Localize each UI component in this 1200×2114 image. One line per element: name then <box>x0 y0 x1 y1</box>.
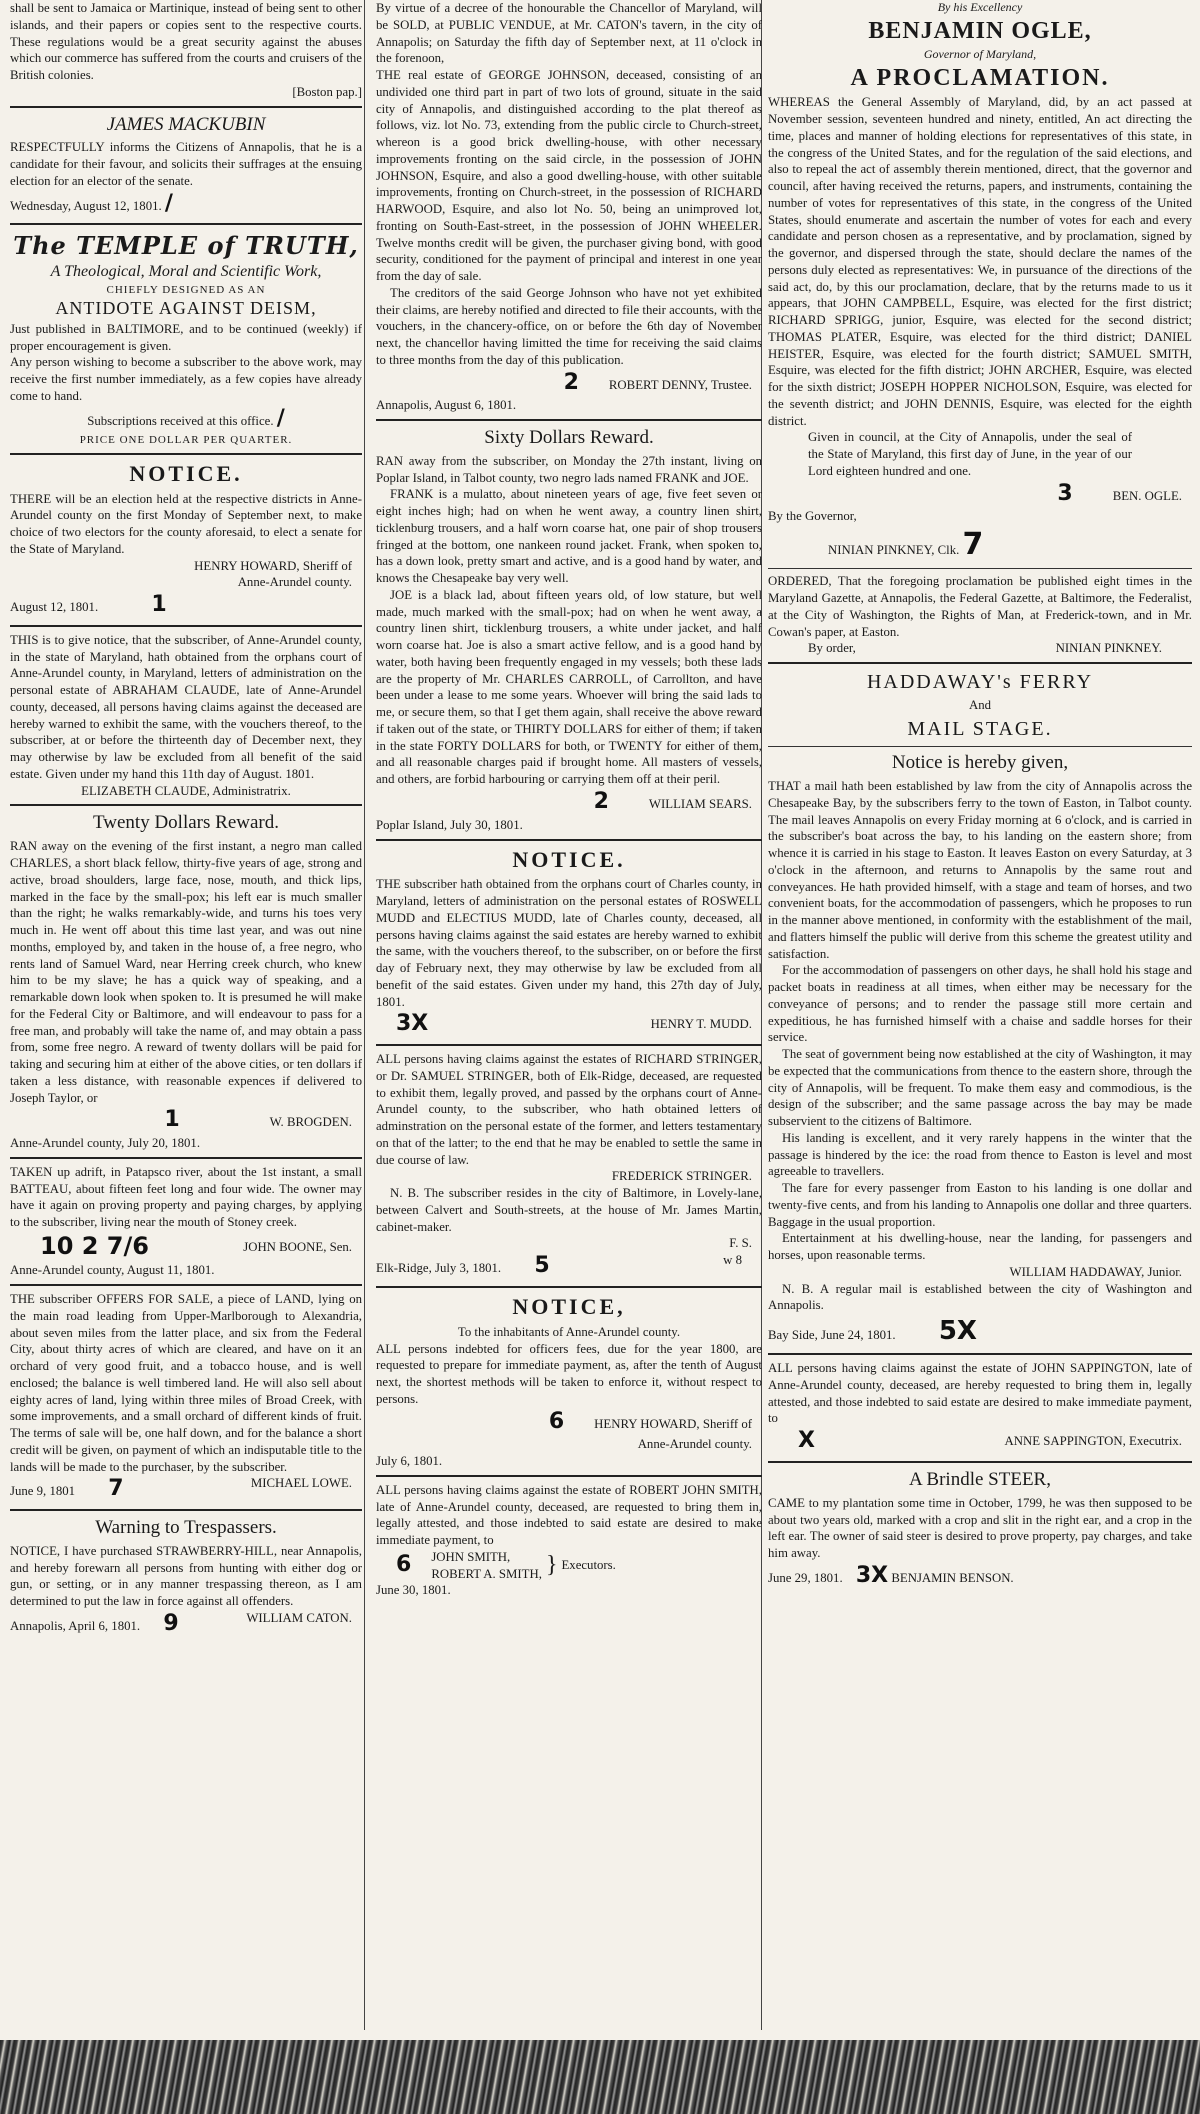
ad-signature: 10 2 7/6 JOHN BOONE, Sen. <box>10 1231 362 1262</box>
handwritten-mark: 7 <box>108 1476 124 1502</box>
ad-addressee: To the inhabitants of Anne-Arundel county. <box>457 1324 681 1339</box>
ordered-body: ORDERED, That the foregoing proclamation be published eight times in the Maryland Gazette, at Annapolis, the Federal Gazette, at Baltimore, the Federalist, at the City of Washington, the Rights of Man, at Frederick-town, and in Mr. Cowan's paper, at Easton. <box>768 574 1192 639</box>
ad-chiefly: CHIEFLY DESIGNED AS AN <box>106 283 266 296</box>
proclamation-by: By his Excellency <box>937 0 1023 14</box>
ad-sixty-dollars <box>376 426 762 833</box>
ad-body: ALL persons having claims against the estate of ROBERT JOHN SMITH, late of Anne-Arundel county, deceased, are requested to bring them in, legally attested, and those indebted to said estate are desired to make immediate payment, to <box>376 1482 762 1548</box>
ad-trespassers <box>10 1516 362 1639</box>
ad-land-sale <box>10 1291 362 1504</box>
ad-temple-of-truth <box>10 230 362 447</box>
ad-body: THE subscriber hath obtained from the orphans court of Charles county, in Maryland, letters of administration on the personal estates of ROSWELL MUDD and ELECTIUS MUDD, late of Charles county, deceased, all persons having claims against the said estates are hereby warned to exhibit the same, with the vouchers thereof, to the subscriber, on or before the first day of February next, they may otherwise by law be excluded from all benefit of the said estates. Given under my hand, this 27th day of July, 1801. <box>376 877 762 1009</box>
ad-mudd-estate <box>376 846 762 1040</box>
ad-subscriptions: Subscriptions received at this office. / <box>10 405 362 434</box>
ad-date: July 6, 1801. <box>376 1454 443 1469</box>
proclamation-clerk: NINIAN PINKNEY, Clk. 7 <box>768 525 1192 564</box>
ad-date: June 30, 1801. <box>376 1583 451 1598</box>
ad-date: Wednesday, August 12, 1801. / <box>10 190 362 219</box>
proclamation-office: Governor of Maryland, <box>923 47 1037 62</box>
handwritten-mark: 5X <box>938 1316 977 1347</box>
ad-intro: By virtue of a decree of the honourable the Chancellor of Maryland, will be SOLD, at PUBLIC VENDUE, at Mr. CATON's tavern, in the city of Annapolis; on Saturday the fifth day of September next, at 11 o'clock in the forenoon, <box>376 1 762 66</box>
ordered-signature: By order, NINIAN PINKNEY. <box>808 641 1162 656</box>
handwritten-mark: X <box>798 1428 815 1454</box>
ad-stringer-estate <box>376 1051 762 1281</box>
ad-body: His landing is excellent, and it very rarely happens in the winter that the passage is hindered by the ice: the road from thence to Easton is level and most agreeable to travellers. <box>768 1130 1192 1179</box>
ad-note: N. B. The subscriber resides in the city of Baltimore, in Lovely-lane, between Calvert and South-streets, at the house of Mr. James Martin, cabinet-maker. <box>376 1186 762 1234</box>
boston-paper-excerpt <box>10 0 362 101</box>
ad-haddaway-ferry <box>768 669 1192 1348</box>
ad-signature: Anne-Arundel county. <box>237 575 352 590</box>
ad-brindle-steer <box>768 1468 1192 1591</box>
ad-date: Poplar Island, July 30, 1801. <box>376 817 523 832</box>
ad-signature: ELIZABETH CLAUDE, Administratrix. <box>81 783 291 798</box>
ad-signature: 6 HENRY HOWARD, Sheriff of <box>376 1408 762 1437</box>
proclamation-by-governor: By the Governor, <box>768 509 857 524</box>
ad-body: RESPECTFULLY informs the Citizens of Annapolis, that he is a candidate for their favour, and solicits their suffrages at the ensuing election for an elector of the senate. <box>10 140 362 188</box>
ad-body: RAN away on the evening of the first instant, a negro man called CHARLES, a short black fellow, thirty-five years of age, strong and active, broad shoulders, large face, nose, mouth, and thick lips, marked in the face by the small-pox; his left ear is much smaller than the right; he walks remarkably-wide, and turns his toes very much in. He went off about this time last year, and was out nine months, employed by, and taken in the house of, a free negro, who rents land of Samuel Ward, near Herring creek church, who knew him to be my slave; he has a quick way of speaking, and a remarkable down look when spoken to. It is presumed he will make for the Federal City or Baltimore, and will endeavour to pass for a free man, and probably will take the name of, and may obtain a pass from, some free negro. A reward of twenty dollars will be paid for taking and securing him at either of the above cities, or ten dollars if taken a less distance, with reasonable expences if delivered to Joseph Taylor, or <box>10 839 362 1105</box>
handwritten-mark: / <box>164 190 173 216</box>
handwritten-mark: 10 2 7/6 <box>40 1231 149 1260</box>
handwritten-mark: 6 <box>548 1408 565 1434</box>
ad-heading: NOTICE, <box>512 1293 626 1319</box>
ad-body: THE subscriber OFFERS FOR SALE, a piece of LAND, lying on the main road leading from Upper-Marlborough to Alexandria, about seven miles from the latter place, and six from the Federal City, about thirty acres of which are cleared, and have on it an orchard of very good fruit, and a tobacco house, and is well enclosed; the balance is well timbered land. He will also sell about eighty acres of land, lying within three miles of Broad Creek, with some improvements, and a small orchard of different kinds of fruit. The terms of sale will be, one half down, and for the balance a short credit will be given, on payment of which an indisputable title to the lands will be made to the purchaser, by the subscriber. <box>10 1292 362 1474</box>
ad-note: N. B. A regular mail is established between the city of Washington and Annapolis. <box>768 1281 1192 1313</box>
column-left <box>6 0 366 1639</box>
ad-batteau <box>10 1164 362 1279</box>
ad-officers-fees <box>376 1293 762 1470</box>
ad-heading: MAIL STAGE. <box>907 718 1053 741</box>
ad-body: NOTICE, I have purchased STRAWBERRY-HILL, near Annapolis, and hereby forewarn all persons from hunting with either dog or gun, or setting, or in any manner trespassing thereon, as I am determined to put the law in force against all offenders. <box>10 1543 362 1609</box>
ad-signature: 2 ROBERT DENNY, Trustee. <box>376 369 762 398</box>
ad-body: THERE will be an election held at the respective districts in Anne-Arundel county on the first Monday of September next, to make choice of two electors for the county aforesaid, to elect a senate for the State of Maryland. <box>10 491 362 556</box>
ad-date: Anne-Arundel county, August 11, 1801. <box>10 1263 215 1278</box>
ad-proclamation <box>768 0 1192 564</box>
ad-date: Bay Side, June 24, 1801. 5X <box>768 1314 1192 1348</box>
ad-date: Annapolis, August 6, 1801. <box>376 398 517 413</box>
handwritten-mark: 2 <box>593 788 609 814</box>
ad-heading: Twenty Dollars Reward. <box>93 812 279 834</box>
ad-body: CAME to my plantation some time in October, 1799, he was then supposed to be about two years old, marked with a crop and slit in the right ear, and a crop in the left ear. The owner of said steer is desired to prove property, pay charges, and take him away. <box>768 1495 1192 1561</box>
proclamation-governor: BENJAMIN OGLE, <box>868 17 1092 44</box>
ad-subtitle: A Theological, Moral and Scientific Work, <box>50 262 322 280</box>
ad-ordered <box>768 573 1192 657</box>
ad-body: The creditors of the said George Johnson who have not yet exhibited their claims, are hereby notified and directed to file their accounts, with the vouchers, in the chancery-office, on or before the 6th day of November next, the chancellor having limitted the time for receiving the said claims to three months from the day of this publication. <box>376 285 762 367</box>
ad-signature: Anne-Arundel county. <box>637 1437 752 1452</box>
handwritten-mark: 1 <box>151 592 167 618</box>
ad-body: THIS is to give notice, that the subscriber, of Anne-Arundel county, in the state of Maryland, hath obtained from the orphans court of Anne-Arundel county, in Maryland, letters of administration on the personal estate of ABRAHAM CLAUDE, late of Anne-Arundel county, deceased, all persons having claims against the deceased are hereby warned to exhibit the same, with the vouchers thereof, to the subscriber, at or before the thirteenth day of December next, they may otherwise by law be excluded from all benefit of the said estate. Given under my hand this 11th day of August. 1801. <box>10 632 362 781</box>
handwritten-mark: 2 <box>563 369 579 395</box>
ad-body: The fare for every passenger from Easton to his landing is one dollar and twenty-five cents, and from his landing to Annapolis one dollar and three quarters. Baggage in the usual proportion. <box>768 1181 1192 1229</box>
ad-date: June 29, 1801. 3X BENJAMIN BENSON. <box>768 1562 1192 1591</box>
ad-date: June 9, 1801 7 MICHAEL LOWE. <box>10 1475 362 1504</box>
proclamation-body: WHEREAS the General Assembly of Maryland, did, by an act passed at November session, seventeen hundred and ninety, entitled, An act directing the time, places and manner of holding elections for representatives of this state, in the congress of the United States, and for the regulation of the said elections, and also to repeal the act of assembly therein mentioned, direct, that the governor and council, after having received the returns, papers, and instruments, containing the number of votes for representatives of this state, in the congress of the United States, should enumerate and ascertain the number of votes for each and every candidate and person chosen as a representative, and by proclamation, signed by the governor, and dispersed through the state, should declare the names of the persons duly elected as representatives: We, in pursuance of the directions of the said act, do, by this our proclamation, declare, that by the returns made to us it appears, that JOHN CAMPBELL, Esquire, was elected for the first district; RICHARD SPRIGG, junior, Esquire, was elected for the second district; THOMAS PLATER, Esquire, was elected for the third district; DANIEL HEISTER, Esquire, was elected for the fourth district; SAMUEL SMITH, Esquire, was elected for the fifth district; JOHN ARCHER, Esquire, was elected for the sixth district; JOSEPH HOPPER NICHOLSON, Esquire, was elected for the seventh district; and JOHN DENNIS, Esquire, was elected for the eighth district. <box>768 95 1192 428</box>
ad-body: TAKEN up adrift, in Patapsco river, about the 1st instant, a small BATTEAU, about fifteen feet long and four wide. The owner may have it again on proving property and paying charges, by applying to the subscriber, living near the mouth of Stoney creek. <box>10 1164 362 1230</box>
ad-body: Entertainment at his dwelling-house, near the landing, for passengers and horses, upon reasonable terms. <box>768 1231 1192 1263</box>
ad-body: ALL persons having claims against the estate of JOHN SAPPINGTON, late of Anne-Arundel county, deceased, are hereby requested to bring them in, legally attested, and those indebted to said estate are desired to make immediate payment, to <box>768 1361 1192 1426</box>
ad-heading: Sixty Dollars Reward. <box>484 427 654 449</box>
ad-claude-estate <box>10 632 362 800</box>
ad-heading: NOTICE. <box>129 460 243 486</box>
ad-date: Elk-Ridge, July 3, 1801. 5 w 8 <box>376 1252 762 1281</box>
ad-body: RAN away from the subscriber, on Monday the 27th instant, living on Poplar Island, in Talbot county, two negro lads named FRANK and JOE. <box>376 453 762 485</box>
ad-heading: HADDAWAY's FERRY <box>866 671 1094 694</box>
ad-subheading: Notice is hereby given, <box>891 752 1069 774</box>
proclamation-signature: 3 BEN. OGLE. <box>768 480 1192 509</box>
ad-body: THE real estate of GEORGE JOHNSON, deceased, consisting of an undivided one third part in part of two lots of ground, situate in the said city of Annapolis, and distinguished according to the plat thereof as follows, viz. lot No. 73, extending from the public circle to Church-street, whereon is a good brick dwelling-house, with other necessary improvements fronting on the said circle, in the possession of JOHN JOHNSON, Esquire, and also a good dwelling-house, with other suitable improvements, fronting on Church-street, in the possession of RICHARD HARWOOD, Esquire, and also lot No. 50, being an unimproved lot, fronting on South-East-street, in the possession of JOHN WHEELER. Twelve months credit will be given, the purchaser giving bond, with good security, conditioned for the payment of principal and interest in one year from the day of sale. <box>376 68 762 283</box>
ad-title: The TEMPLE of TRUTH, <box>13 231 359 261</box>
ad-body: THAT a mail hath been established by law from the city of Annapolis across the Chesapeake Bay, by the subscribers ferry to the town of Easton, in Talbot county. The mail leaves Annapolis on every Friday morning at 6 o'clock, and is carried in the subscriber's boat across the bay, to his landing on the eastern shore; from whence it is carried in his stage to Easton. It leaves Easton on every Saturday, at 3 o'clock in the afternoon, and returns to Annapolis by the same rout and conveyances. He hath provided himself, with a stage and team of horses, and two convenient boats, for the accommodation of passengers, which he proposes to run in the manner above mentioned, in conformity with the establishment of the mail, and flatters himself the public will derive from this scheme the greatest utility and satisfaction. <box>768 779 1192 961</box>
ad-signature: 3X HENRY T. MUDD. <box>376 1010 762 1039</box>
ad-initials: F. S. <box>729 1236 752 1251</box>
proclamation-title: A PROCLAMATION. <box>850 64 1110 91</box>
handwritten-mark: 3X <box>855 1562 889 1588</box>
handwritten-mark: / <box>276 405 285 431</box>
ad-heading-and: And <box>968 698 992 713</box>
ad-body: The seat of government being now established at the city of Washington, it may be expected that the communications from thence to the eastern shore, through the city of Annapolis, will be frequent. To make them easy and commodious, is the design of the subscriber; and the same passage across the bay may be made subservient to the citizens of Baltimore. <box>768 1047 1192 1129</box>
ad-body: ALL persons having claims against the estates of RICHARD STRINGER, or Dr. SAMUEL STRINGER, both of Elk-Ridge, deceased, are requested to exhibit them, legally proved, and passed by the orphans court of Anne-Arundel county, to the subscriber, who hath obtained letters of adminstration on the personal estate of the former, and letters testamentary on that of the latter; to the end that he may be enabled to settle the same in due course of law. <box>376 1052 762 1167</box>
column-middle <box>372 0 766 1599</box>
handwritten-mark: 3X <box>396 1011 429 1037</box>
ad-smith-estate <box>376 1482 762 1599</box>
ad-mackubin <box>10 113 362 219</box>
ad-body: ALL persons indebted for officers fees, due for the year 1800, are requested to prepare for immediate payment, as, after the tenth of August next, the shortest methods will be taken to enforce it, without respect to persons. <box>376 1341 762 1406</box>
ad-date: August 12, 1801. 1 <box>10 591 362 620</box>
proclamation-given: Given in council, at the City of Annapolis, under the seal of the State of Maryland, this first day of June, in the year of our Lord eighteen hundred and one. <box>808 430 1132 478</box>
ad-signature: 2 WILLIAM SEARS. <box>376 788 762 817</box>
ad-antidote: ANTIDOTE AGAINST DEISM, <box>55 298 317 319</box>
ad-body: Any person wishing to become a subscriber to the above work, may receive the first number immediately, as a few copies have already come to hand. <box>10 355 362 403</box>
ad-sappington-estate <box>768 1360 1192 1456</box>
ad-published: Just published in BALTIMORE, and to be continued (weekly) if proper encouragement is given. <box>10 321 362 353</box>
ad-heading: Warning to Trespassers. <box>95 1517 277 1539</box>
ad-heading: NOTICE. <box>512 846 626 872</box>
ad-body: FRANK is a mulatto, about nineteen years of age, five feet seven or eight inches high; had on when he went away, a country linen shirt, ticklenburg trousers, and a half worn coarse hat, one pair of shop trousers fringed at the bottom, one nankeen round jacket. Frank, when spoken to, has a down look, pretty smart and active, and is a good hand by water, and knows the Chesapeake bay very well. <box>376 487 762 586</box>
handwritten-mark: 9 <box>163 1610 179 1636</box>
column-right <box>764 0 1196 1591</box>
handwritten-mark: 7 <box>962 527 984 563</box>
ad-election-notice <box>10 460 362 620</box>
ad-public-vendue <box>376 0 762 414</box>
ad-signature: WILLIAM HADDAWAY, Junior. <box>1009 1264 1182 1279</box>
ad-signature: 1 W. BROGDEN. <box>10 1106 362 1135</box>
handwritten-mark: 3 <box>1057 480 1073 506</box>
ad-signature: FREDERICK STRINGER. <box>611 1169 752 1184</box>
ad-date: Anne-Arundel county, July 20, 1801. <box>10 1136 201 1151</box>
handwritten-mark: 6 <box>396 1552 412 1578</box>
handwritten-mark: 1 <box>164 1107 180 1133</box>
signature-names: JOHN SMITH, ROBERT A. SMITH, <box>431 1549 542 1581</box>
ad-body: For the accommodation of passengers on other days, he shall hold his stage and packet boats in readiness at all times, when either may be necessary for the conveyance of persons; and to render the passage still more certain and expeditious, he has furnished himself with a chaise and saddle horses for their service. <box>768 963 1192 1045</box>
ad-heading: A Brindle STEER, <box>909 1469 1051 1491</box>
ad-body: JOE is a black lad, about fifteen years old, of low stature, but well made, much marked with the small-pox; had on when he went away, a country linen shirt, ticklenburg trousers, a white under jacket, and half worn coarse hat. Joe is also a smart active fellow, and is a good hand by water, both having been frequently engaged in my vessels; both these lads are the property of Mr. CHARLES CARROLL, of Carrollton, and have been under a lease to me some years. Whoever will bring the said lads to me, or secure them, so that I get them again, shall receive the above reward if taken out of the state, or THIRTY DOLLARS for either of them; if taken in the state FORTY DOLLARS for both, or TWENTY for either of them, and all reasonable charges paid if brought home. All masters of vessels, and others, are forbid harbouring or carrying them off at their peril. <box>376 587 762 787</box>
handwritten-mark: 5 <box>534 1253 550 1279</box>
ad-signature: HENRY HOWARD, Sheriff of <box>194 558 352 573</box>
excerpt-source: [Boston pap.] <box>292 84 362 99</box>
brace: } <box>545 1551 558 1578</box>
ad-twenty-dollars <box>10 811 362 1151</box>
ad-price: PRICE ONE DOLLAR PER QUARTER. <box>79 434 293 447</box>
ad-signature: X ANNE SAPPINGTON, Executrix. <box>768 1427 1192 1456</box>
excerpt-text: shall be sent to Jamaica or Martinique, instead of being sent to other islands, and their papers or copies sent to the respective courts. These regulations would be a great security against the abuses which our commerce has suffered from the courts and cruisers of the British colonies. <box>10 1 362 82</box>
ad-signature: 6 JOHN SMITH, ROBERT A. SMITH, } Executors. <box>396 1549 616 1581</box>
scan-edge-shading <box>0 2040 1200 2114</box>
ad-date: Annapolis, April 6, 1801. 9 WILLIAM CATON. <box>10 1610 362 1639</box>
ad-heading: JAMES MACKUBIN <box>106 113 266 135</box>
